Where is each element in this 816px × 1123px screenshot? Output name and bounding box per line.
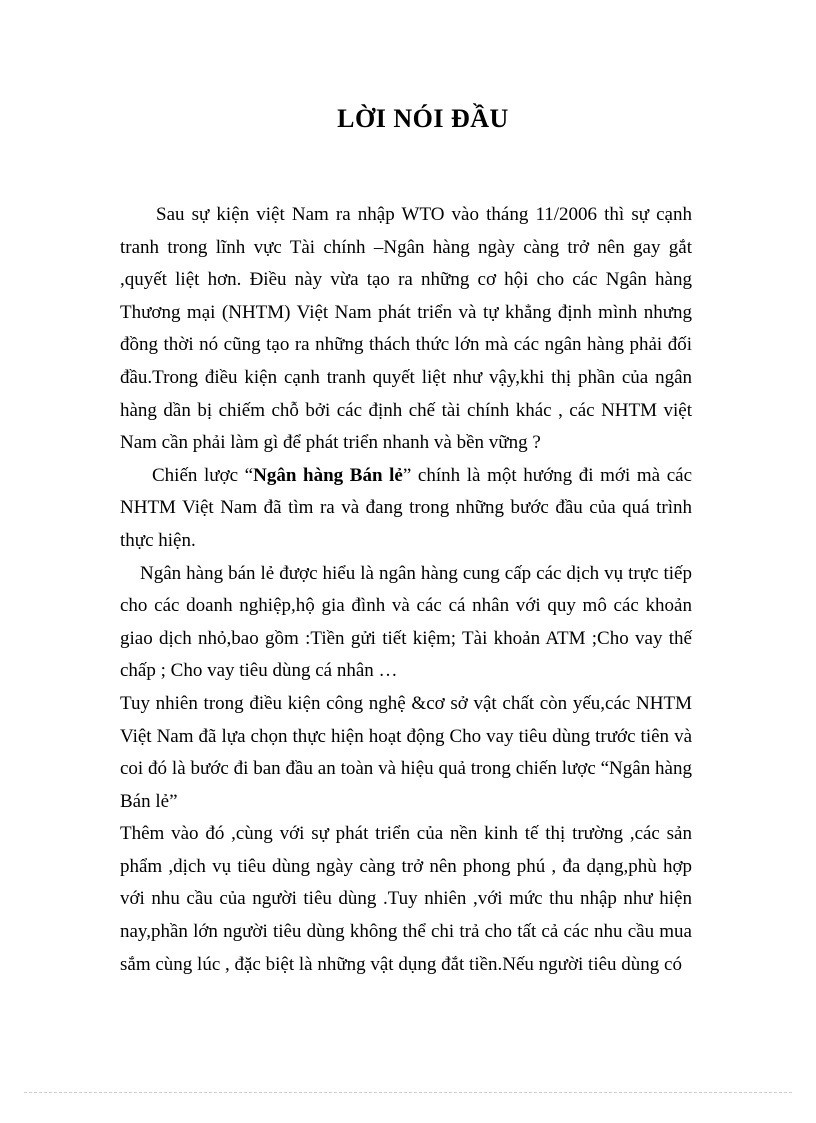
paragraph-retail-definition: Ngân hàng bán lẻ được hiểu là ngân hàng cung cấp các dịch vụ trực tiếp cho các doanh nghiệp,hộ gia đình và các cá nhân với quy mô các khoản giao dịch nhỏ,bao gồm :Tiền gửi tiết kiệm; Tài khoản ATM ;Cho vay thế chấp ; Cho vay tiêu dùng cá nhân … bbox=[120, 562, 692, 682]
page-bottom-divider bbox=[24, 1092, 792, 1093]
retail-banking-term: Ngân hàng Bán lẻ bbox=[253, 464, 403, 486]
paragraph-wto-context: Sau sự kiện việt Nam ra nhập WTO vào tháng 11/2006 thì sự cạnh tranh trong lĩnh vực Tài chính –Ngân hàng ngày càng trở nên gay gắt ,quyết liệt hơn. Điều này vừa tạo ra những cơ hội cho các Ngân hàng Thương mại (NHTM) Việt Nam phát triển và tự khẳng định mình nhưng đồng thời nó cũng tạo ra những thách thức lớn mà các ngân hàng phải đối đầu.Trong điều kiện cạnh tranh quyết liệt như vậy,khi thị phần của ngân hàng dần bị chiếm chỗ bởi các định chế tài chính khác , các NHTM việt Nam cần phải làm gì để phát triển nhanh và bền vững ? bbox=[120, 204, 692, 454]
paragraph-retail-strategy-rest: ” chính là một hướng đi mới mà các NHTM Việt Nam đã tìm ra và đang trong những bước đầu của quá trình thực hiện. bbox=[120, 464, 693, 551]
paragraph-market-development: Thêm vào đó ,cùng với sự phát triển của nền kinh tế thị trường ,các sản phẩm ,dịch vụ tiêu dùng ngày càng trở nên phong phú , đa dạng,phù hợp với nhu cầu của người tiêu dùng .Tuy nhiên ,với mức thu nhập như hiện nay,phần lớn người tiêu dùng không thể chi trả cho tất cả các nhu cầu mua sắm cùng lúc , đặc biệt là những vật dụng đắt tiền.Nếu người tiêu dùng có bbox=[120, 823, 692, 975]
paragraph-retail-strategy bbox=[120, 460, 692, 558]
page-title: LỜI NÓI ĐẦU bbox=[337, 104, 509, 133]
paragraph-consumer-lending-choice: Tuy nhiên trong điều kiện công nghệ &cơ sở vật chất còn yếu,các NHTM Việt Nam đã lựa chọn thực hiện hoạt động Cho vay tiêu dùng trước tiên và coi đó là bước đi ban đầu an toàn và hiệu quả trong chiến lược “Ngân hàng Bán lẻ” bbox=[120, 692, 692, 812]
paragraph-retail-strategy-lead: Chiến lược “ bbox=[152, 464, 254, 486]
document-body bbox=[120, 199, 692, 981]
